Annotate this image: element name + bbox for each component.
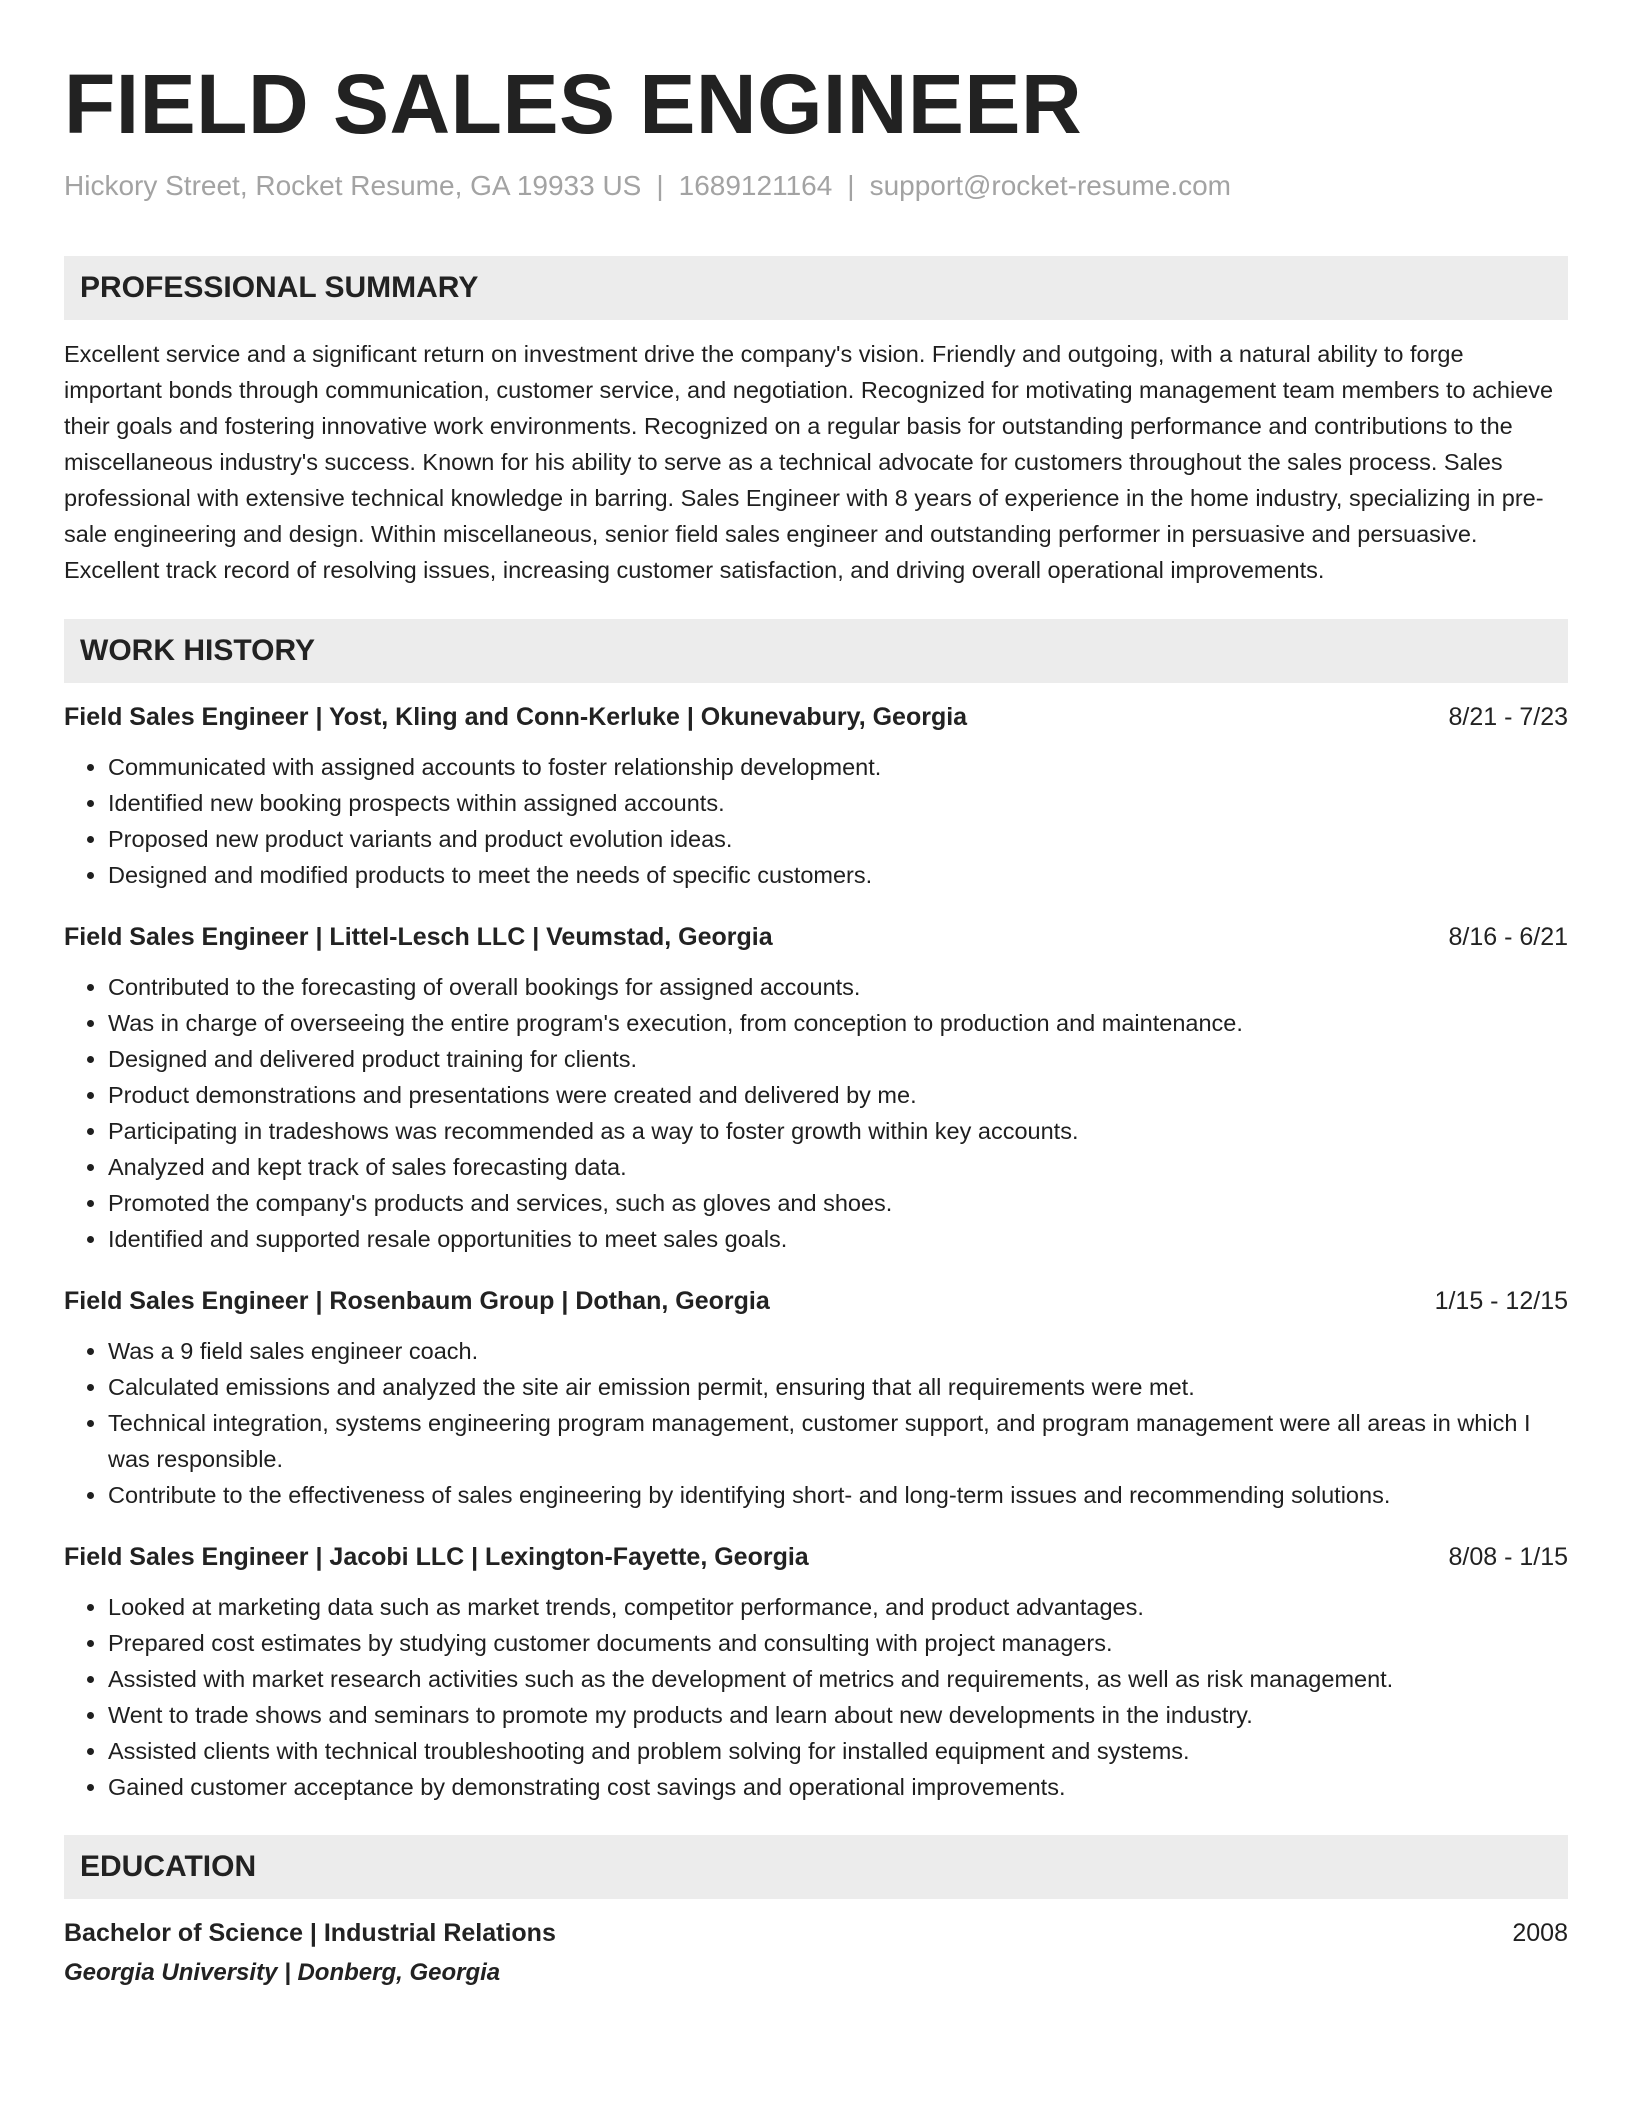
job-header (64, 1283, 1568, 1319)
education-header (64, 1915, 1568, 1951)
candidate-name: FIELD SALES ENGINEER (64, 57, 1083, 151)
job-entry (64, 919, 1568, 1257)
job-bullet: • Looked at marketing data such as market trends, competitor performance, and product advantages. (108, 1589, 1568, 1625)
job-bullet: • Was in charge of overseeing the entire program's execution, from conception to production and maintenance. (108, 1005, 1568, 1041)
education-year: 2008 (1512, 1919, 1568, 1947)
job-bullet: • Contribute to the effectiveness of sales engineering by identifying short- and long-term issues and recommending solutions. (108, 1477, 1568, 1513)
job-header (64, 699, 1568, 735)
job-header (64, 1539, 1568, 1575)
section-header-education: EDUCATION (64, 1835, 1568, 1899)
job-bullet: • Assisted with market research activities such as the development of metrics and requirements, as well as risk management. (108, 1661, 1568, 1697)
job-bullet: • Contributed to the forecasting of overall bookings for assigned accounts. (108, 969, 1568, 1005)
job-title: Field Sales Engineer | Yost, Kling and Conn-Kerluke | Okunevabury, Georgia (64, 703, 968, 731)
job-bullet: • Promoted the company's products and services, such as gloves and shoes. (108, 1185, 1568, 1221)
job-bullets (64, 749, 1568, 893)
job-bullet: • Calculated emissions and analyzed the site air emission permit, ensuring that all requirements were met. (108, 1369, 1568, 1405)
job-title: Field Sales Engineer | Littel-Lesch LLC | Veumstad, Georgia (64, 923, 773, 951)
job-bullets (64, 1333, 1568, 1513)
job-dates: 8/16 - 6/21 (1448, 923, 1568, 951)
job-entry (64, 1283, 1568, 1513)
job-bullets (64, 1589, 1568, 1805)
job-bullet: • Technical integration, systems engineering program management, customer support, and program management were all areas in which I was responsible. (108, 1405, 1568, 1477)
job-bullets (64, 969, 1568, 1257)
job-bullet: • Gained customer acceptance by demonstrating cost savings and operational improvements. (108, 1769, 1568, 1805)
section-header-summary: PROFESSIONAL SUMMARY (64, 256, 1568, 320)
job-bullet: • Identified and supported resale opportunities to meet sales goals. (108, 1221, 1568, 1257)
section-header-work-history: WORK HISTORY (64, 619, 1568, 683)
job-bullet: • Was a 9 field sales engineer coach. (108, 1333, 1568, 1369)
job-bullet: • Analyzed and kept track of sales forecasting data. (108, 1149, 1568, 1185)
job-title: Field Sales Engineer | Rosenbaum Group | Dothan, Georgia (64, 1287, 770, 1315)
job-bullet: • Communicated with assigned accounts to foster relationship development. (108, 749, 1568, 785)
education-school: Georgia University | Donberg, Georgia (64, 1959, 501, 1986)
job-title: Field Sales Engineer | Jacobi LLC | Lexington-Fayette, Georgia (64, 1543, 809, 1571)
job-bullet: • Prepared cost estimates by studying customer documents and consulting with project managers. (108, 1625, 1568, 1661)
job-bullet: • Assisted clients with technical troubleshooting and problem solving for installed equipment and systems. (108, 1733, 1568, 1769)
job-bullet: • Participating in tradeshows was recommended as a way to foster growth within key accounts. (108, 1113, 1568, 1149)
job-entry (64, 699, 1568, 893)
job-dates: 8/08 - 1/15 (1448, 1543, 1568, 1571)
contact-address: Hickory Street, Rocket Resume, GA 19933 US (64, 170, 642, 201)
job-entry (64, 1539, 1568, 1805)
contact-phone: 1689121164 (678, 170, 833, 201)
job-bullet: • Designed and delivered product training for clients. (108, 1041, 1568, 1077)
job-header (64, 919, 1568, 955)
education-degree: Bachelor of Science | Industrial Relations (64, 1919, 556, 1947)
job-dates: 8/21 - 7/23 (1448, 703, 1568, 731)
summary-text: Excellent service and a significant return on investment drive the company's vision. Friendly and outgoing, with a natural ability to forge important bonds through communication, customer service, and negotiation. Recognized for motivating management team members to achieve their goals and fostering innovative work environments. Recognized on a regular basis for outstanding performance and contributions to the miscellaneous industry's success. Known for his ability to serve as a technical advocate for customers throughout the sales process. Sales professional with extensive technical knowledge in barring. Sales Engineer with 8 years of experience in the home industry, specializing in pre-sale engineering and design. Within miscellaneous, senior field sales engineer and outstanding performer in persuasive and persuasive. Excellent track record of resolving issues, increasing customer satisfaction, and driving overall operational improvements. (64, 341, 1554, 583)
contact-line (64, 168, 1568, 204)
job-bullet: • Designed and modified products to meet the needs of specific customers. (108, 857, 1568, 893)
job-dates: 1/15 - 12/15 (1434, 1287, 1568, 1315)
job-bullet: • Proposed new product variants and product evolution ideas. (108, 821, 1568, 857)
contact-separator: | (656, 170, 664, 201)
contact-email: support@rocket-resume.com (869, 170, 1232, 201)
job-bullet: • Identified new booking prospects within assigned accounts. (108, 785, 1568, 821)
job-bullet: • Product demonstrations and presentations were created and delivered by me. (108, 1077, 1568, 1113)
job-bullet: • Went to trade shows and seminars to promote my products and learn about new developments in the industry. (108, 1697, 1568, 1733)
contact-separator: | (847, 170, 855, 201)
